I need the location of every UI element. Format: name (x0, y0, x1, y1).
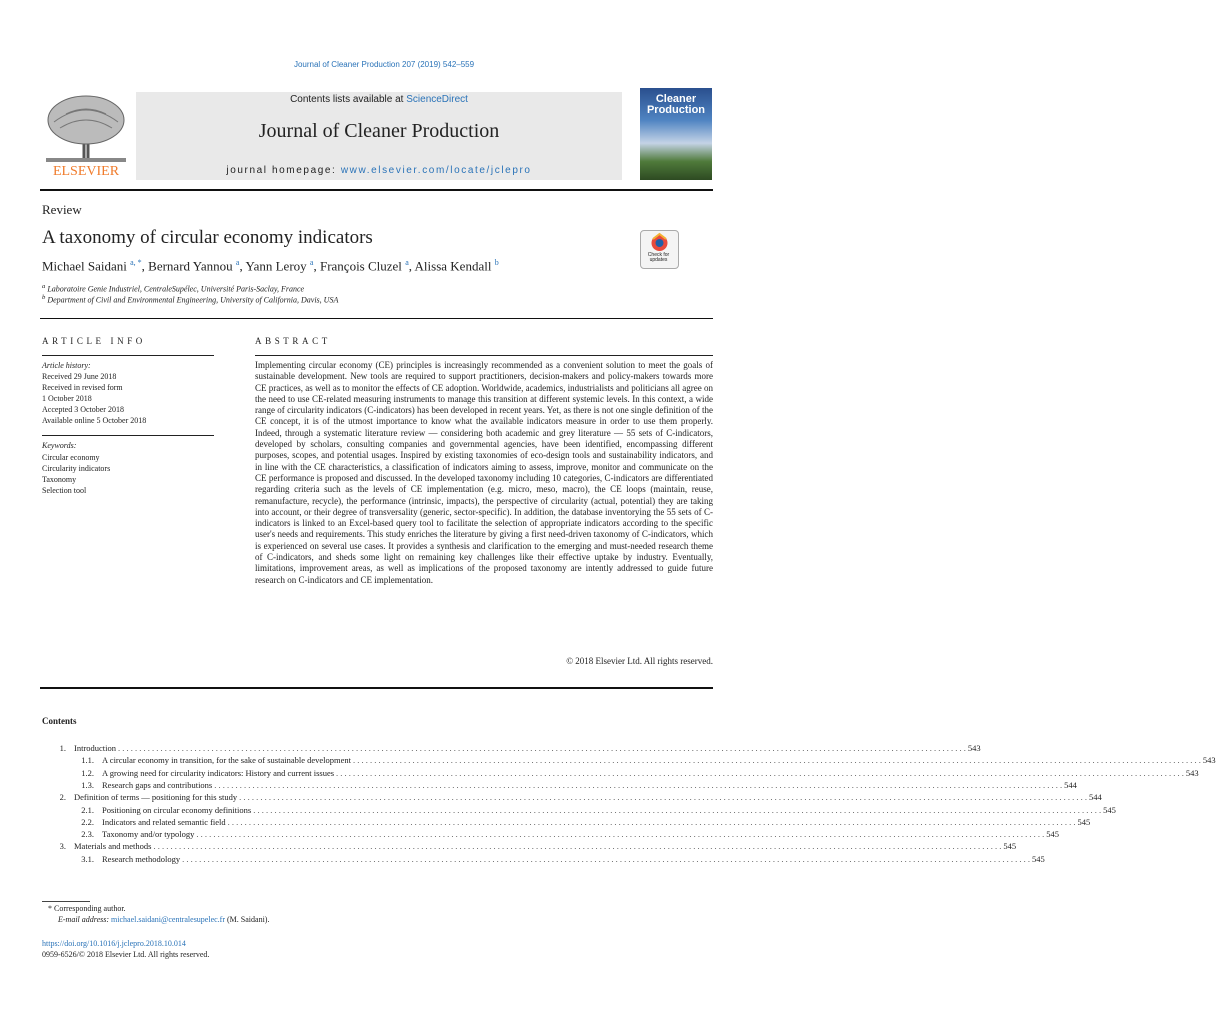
history-line: 1 October 2018 (42, 394, 92, 403)
toc-page-number: 543 (1202, 755, 1216, 766)
toc-number: 3. (59, 841, 66, 852)
author-name[interactable]: Yann Leroy (245, 258, 307, 274)
toc-number: 3.1. (81, 853, 94, 864)
affiliation-text: Laboratoire Genie Industriel, CentraleSupélec, Université Paris-Saclay, France (47, 284, 305, 294)
affiliation-mark: a (42, 283, 46, 290)
affiliation-a (42, 283, 304, 294)
toc-page-number: 545 (1046, 829, 1060, 840)
publisher-wordmark: ELSEVIER (52, 164, 120, 179)
toc-number: 2.2. (81, 816, 94, 827)
affiliation-b (42, 294, 338, 305)
toc-page-number: 544 (1064, 779, 1077, 790)
corresponding-author-note: * Corresponding author. (48, 904, 126, 913)
author-name[interactable]: François Cluzel (319, 258, 402, 274)
journal-name: Journal of Cleaner Production (258, 120, 500, 142)
abstract-heading: ABSTRACT (255, 336, 331, 346)
toc-number: 2. (59, 792, 66, 803)
toc-leader-dots: . . . . . . . . . . . . . . . . . . . . . . . . . . . . . . . . . . . . . . . . . . . . . . . . . . . . . . . . . . . . . . . . . . . . . . . . . . . . . . . . . . . . . . . . . . . . . . . . . . . . . . . . . . . . . . . . . . . . . . . . . . . . . . . . . . . . . . . . . . . . . . . . . . . . . . . . . . . . . . . . . . . . . . . . . . . . . . . . . . . . . . . . . . . . . . . . . . . . . . . . (118, 743, 966, 753)
cover-title: Cleaner Production (646, 93, 706, 116)
history-line: Received in revised form (42, 383, 123, 392)
email-suffix: (M. Saidani). (225, 915, 270, 924)
toc-leader-dots: . . . . . . . . . . . . . . . . . . . . . . . . . . . . . . . . . . . . . . . . . . . . . . . . . . . . . . . . . . . . . . . . . . . . . . . . . . . . . . . . . . . . . . . . . . . . . . . . . . . . . . . . . . . . . . . . . . . . . . . . . . . . . . . . . . . . . . . . . . . . . . . . . . . . . . . . . . . . . . . . . . . . . . . . . . . . . . . . . . . . . . . . . . . . . . . . . . . . . . . . (214, 779, 1063, 790)
email-label: E-mail address: (58, 915, 112, 924)
author-email-link[interactable]: michael.saidani@centralesupelec.fr (111, 915, 226, 924)
toc-entry[interactable] (42, 767, 1199, 779)
toc-leader-dots: . . . . . . . . . . . . . . . . . . . . . . . . . . . . . . . . . . . . . . . . . . . . . . . . . . . . . . . . . . . . . . . . . . . . . . . . . . . . . . . . . . . . . . . . . . . . . . . . . . . . . . . . . . . . . . . . . . . . . . . . . . . . . . . . . . . . . . . . . . . . . . . . . . . . . . . . . . . . . . . . . . . . . . . . . . . . . . . . . . . . . . . . . . . . . . . . . . . . . . . . (239, 792, 1088, 803)
article-info-rule (42, 355, 214, 356)
journal-homepage-line (136, 165, 622, 176)
history-line: Received 29 June 2018 (42, 372, 117, 381)
toc-entry[interactable] (42, 828, 1060, 840)
author-name[interactable]: Bernard Yannou (148, 258, 233, 274)
author-name[interactable]: Alissa Kendall (414, 258, 492, 274)
header-divider (40, 189, 713, 191)
toc-label[interactable]: Definition of terms — positioning for this study (74, 792, 238, 803)
author-affiliation-mark[interactable]: a (405, 258, 409, 267)
toc-number: 1.1. (81, 755, 94, 766)
history-heading: Article history: (42, 361, 91, 370)
toc-number: 2.3. (81, 829, 94, 840)
toc-page-number: 545 (1032, 853, 1045, 864)
toc-label[interactable]: A growing need for circularity indicators: History and current issues (102, 767, 335, 778)
toc-leader-dots: . . . . . . . . . . . . . . . . . . . . . . . . . . . . . . . . . . . . . . . . . . . . . . . . . . . . . . . . . . . . . . . . . . . . . . . . . . . . . . . . . . . . . . . . . . . . . . . . . . . . . . . . . . . . . . . . . . . . . . . . . . . . . . . . . . . . . . . . . . . . . . . . . . . . . . . . . . . . . . . . . . . . . . . . . . . . . . . . . . . . . . . . . . . . . . . . . . . . . . . . (353, 755, 1201, 766)
toc-page-number: 544 (1089, 792, 1102, 803)
title-block-divider (40, 318, 713, 319)
toc-leader-dots: . . . . . . . . . . . . . . . . . . . . . . . . . . . . . . . . . . . . . . . . . . . . . . . . . . . . . . . . . . . . . . . . . . . . . . . . . . . . . . . . . . . . . . . . . . . . . . . . . . . . . . . . . . . . . . . . . . . . . . . . . . . . . . . . . . . . . . . . . . . . . . . . . . . . . . . . . . . . . . . . . . . . . . . . . . . . . . . . . . . . . . . . . . . . . . . . . . . . . . . . (253, 804, 1102, 815)
keywords-heading: Keywords: (42, 441, 77, 450)
toc-page-number: 543 (967, 743, 981, 753)
toc-page-number: 545 (1003, 841, 1017, 852)
issn-line: 0959-6526/© 2018 Elsevier Ltd. All rights reserved. (42, 950, 210, 959)
toc-leader-dots: . . . . . . . . . . . . . . . . . . . . . . . . . . . . . . . . . . . . . . . . . . . . . . . . . . . . . . . . . . . . . . . . . . . . . . . . . . . . . . . . . . . . . . . . . . . . . . . . . . . . . . . . . . . . . . . . . . . . . . . . . . . . . . . . . . . . . . . . . . . . . . . . . . . . . . . . . . . . . . . . . . . . . . . . . . . . . . . . . . . . . . . . . . . . . . . . . . . . . . . . (182, 853, 1031, 864)
toc-label[interactable]: Introduction (74, 743, 117, 753)
author-affiliation-mark[interactable]: a, * (130, 258, 142, 267)
doi-link[interactable]: https://doi.org/10.1016/j.jclepro.2018.10.014 (42, 939, 186, 948)
toc-entry[interactable] (42, 840, 1017, 852)
contents-prefix: Contents lists available at (290, 94, 407, 105)
keyword: Circular economy (42, 453, 100, 462)
toc-label[interactable]: Materials and methods (74, 841, 152, 852)
toc-label[interactable]: Taxonomy and/or typology (102, 829, 195, 840)
contents-available-line (136, 94, 622, 105)
keyword: Selection tool (42, 486, 87, 495)
check-updates-icon (641, 231, 678, 253)
keyword: Taxonomy (42, 475, 77, 484)
author-name[interactable]: Michael Saidani (42, 258, 127, 274)
abstract-text: Implementing circular economy (CE) principles is increasingly recommended as a convenient solution to meet the goals of sustainable development. New tools are required to support practitioners, decision-makers and policy-makers towards more CE practices, as well as to monitor the effects of CE adoption. Worldwide, academics, industrialists and politicians all agree on the need to use CE-related measuring instruments to manage this transition at different systemic levels. In this context, a wide range of circularity indicators (C-indicators) has been developed in recent years. Yet, as there is not one single definition of the CE concept, it is of the utmost importance to know what the available indicators measure in order to use them properly. Indeed, through a systematic literature review — considering both academic and grey literature — 55 sets of C-indicators, developed by scholars, consulting companies and governmental agencies, have been identified, encompassing different purposes, scopes, and potential usages. Inspired by existing taxonomies of eco-design tools and sustainability indicators, and in line with the CE characteristics, a classification of indicators aiming to assess, improve, monitor and communicate on the CE performance is proposed and discussed. In the developed taxonomy including 10 categories, C-indicators are differentiated regarding criteria such as the levels of CE implementation (e.g. micro, meso, macro), the CE loops (maintain, reuse, remanufacture, recycle), the performance (intrinsic, impacts), the perspective of circularity (actual, potential) they are taking into account, or their degree of transversality (generic, sector-specific). In addition, the database inventorying the 55 sets of C-indicators is linked to an Excel-based query tool to facilitate the selection of appropriate indicators according to the specific user's needs and requirements. This study enriches the literature by giving a first need-driven taxonomy of C-indicators, which is experienced on several use cases. It provides a synthesis and clarification to the emerging and must-needed research theme of C-indicators, and sheds some light on remaining key challenges like their effective uptake by industry. Eventually, limitations, improvement areas, as well as implications of the proposed taxonomy are intently addressed to guide future research on C-indicators and CE implementation. (255, 360, 713, 585)
affiliation-mark: b (42, 294, 46, 301)
toc-entry[interactable] (42, 791, 1102, 803)
toc-number: 1.3. (81, 779, 94, 790)
toc-leader-dots: . . . . . . . . . . . . . . . . . . . . . . . . . . . . . . . . . . . . . . . . . . . . . . . . . . . . . . . . . . . . . . . . . . . . . . . . . . . . . . . . . . . . . . . . . . . . . . . . . . . . . . . . . . . . . . . . . . . . . . . . . . . . . . . . . . . . . . . . . . . . . . . . . . . . . . . . . . . . . . . . . . . . . . . . . . . . . . . . . . . . . . . . . . . . . . . . . . . . . . . . (336, 767, 1184, 778)
toc-leader-dots: . . . . . . . . . . . . . . . . . . . . . . . . . . . . . . . . . . . . . . . . . . . . . . . . . . . . . . . . . . . . . . . . . . . . . . . . . . . . . . . . . . . . . . . . . . . . . . . . . . . . . . . . . . . . . . . . . . . . . . . . . . . . . . . . . . . . . . . . . . . . . . . . . . . . . . . . . . . . . . . . . . . . . . . . . . . . . . . . . . . . . . . . . . . . . . . . . . . . . . . . (196, 829, 1045, 840)
toc-entry[interactable] (42, 816, 1091, 828)
keyword: Circularity indicators (42, 464, 111, 473)
history-line: Available online 5 October 2018 (42, 416, 147, 425)
contents-heading: Contents (42, 716, 77, 726)
article-type-label: Review (42, 202, 82, 217)
sciencedirect-link[interactable]: ScienceDirect (406, 94, 468, 105)
author-affiliation-mark[interactable]: a (309, 258, 314, 267)
footnote-rule (42, 901, 90, 902)
history-line: Accepted 3 October 2018 (42, 405, 124, 414)
article-title: A taxonomy of circular economy indicators (42, 227, 373, 248)
toc-label[interactable]: A circular economy in transition, for the sake of sustainable development (102, 755, 352, 766)
toc-label[interactable]: Positioning on circular economy definitions (102, 804, 252, 815)
toc-page-number: 545 (1077, 816, 1091, 827)
article-info-heading: ARTICLE INFO (42, 336, 146, 346)
toc-entry[interactable] (42, 779, 1077, 791)
email-footnote (58, 915, 269, 924)
toc-number: 1. (59, 743, 66, 753)
toc-number: 1.2. (81, 767, 94, 778)
toc-entry[interactable] (42, 853, 1045, 865)
keywords-rule (42, 435, 214, 436)
toc-page-number: 543 (1185, 767, 1199, 778)
author-affiliation-mark[interactable]: b (494, 258, 499, 267)
author-list: Michael Saidani $^{a, *}$, Bernard Yannou $^a$, Yann Leroy $^a$, François Cluzel $^a$, Alissa Kendall $^b$ (42, 258, 499, 274)
toc-label[interactable]: Indicators and related semantic field (102, 816, 226, 827)
homepage-link[interactable]: www.elsevier.com/locate/jclepro (340, 165, 532, 176)
toc-entry[interactable] (42, 742, 981, 754)
abstract-copyright: © 2018 Elsevier Ltd. All rights reserved. (566, 656, 713, 666)
check-for-updates-badge[interactable] (640, 230, 679, 269)
homepage-prefix: journal homepage: (226, 165, 341, 176)
toc-entry[interactable] (42, 754, 1216, 766)
toc-leader-dots: . . . . . . . . . . . . . . . . . . . . . . . . . . . . . . . . . . . . . . . . . . . . . . . . . . . . . . . . . . . . . . . . . . . . . . . . . . . . . . . . . . . . . . . . . . . . . . . . . . . . . . . . . . . . . . . . . . . . . . . . . . . . . . . . . . . . . . . . . . . . . . . . . . . . . . . . . . . . . . . . . . . . . . . . . . . . . . . . . . . . . . . . . . . . . . . . . . . . . . . . (153, 841, 1002, 852)
journal-citation-link[interactable]: Journal of Cleaner Production 207 (2019) 542–559 (293, 60, 475, 69)
toc-label[interactable]: Research methodology (102, 853, 181, 864)
toc-leader-dots: . . . . . . . . . . . . . . . . . . . . . . . . . . . . . . . . . . . . . . . . . . . . . . . . . . . . . . . . . . . . . . . . . . . . . . . . . . . . . . . . . . . . . . . . . . . . . . . . . . . . . . . . . . . . . . . . . . . . . . . . . . . . . . . . . . . . . . . . . . . . . . . . . . . . . . . . . . . . . . . . . . . . . . . . . . . . . . . . . . . . . . . . . . . . . . . . . . . . . . . . (227, 816, 1076, 827)
abstract-rule (255, 355, 713, 356)
author-affiliation-mark[interactable]: a (235, 258, 240, 267)
check-for-updates-label: Check for updates (647, 252, 670, 263)
toc-entry[interactable] (42, 804, 1116, 816)
toc-page-number: 545 (1103, 804, 1116, 815)
toc-number: 2.1. (81, 804, 94, 815)
affiliation-text: Department of Civil and Environmental Engineering, University of California, Davis, USA (47, 295, 339, 305)
toc-label[interactable]: Research gaps and contributions (102, 779, 213, 790)
abstract-bottom-divider (40, 687, 713, 689)
